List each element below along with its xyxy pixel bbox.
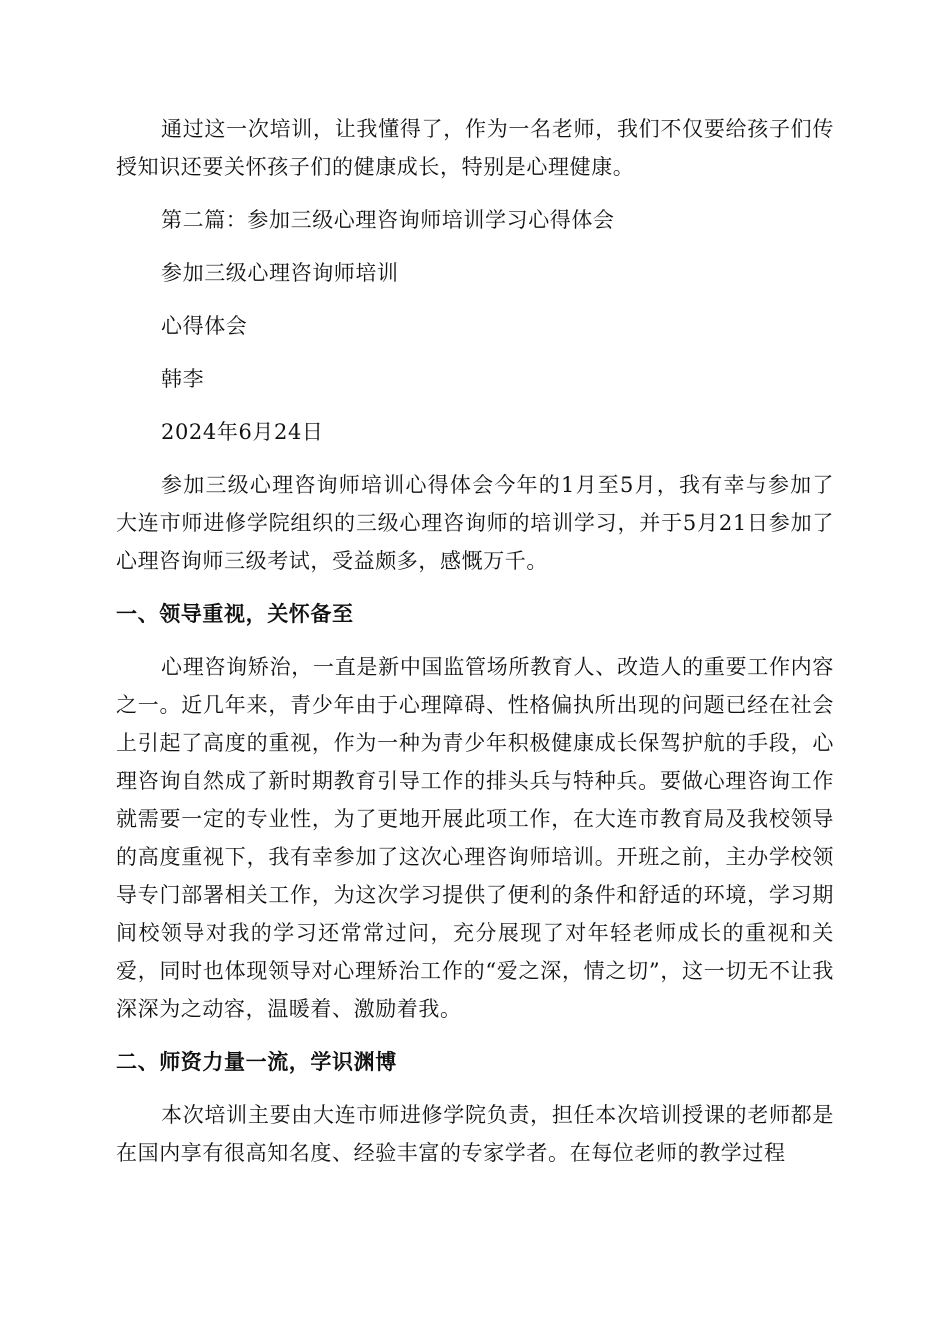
paragraph-faculty: 本次培训主要由大连市师进修学院负责，担任本次培训授课的老师都是在国内享有很高知名度、经验丰富的专家学者。在每位老师的教学过程 xyxy=(116,1103,834,1165)
section-title: 第二篇：参加三级心理咨询师培训学习心得体会 xyxy=(161,208,615,232)
paragraph-overview: 参加三级心理咨询师培训心得体会今年的1月至5月，我有幸与参加了大连市师进修学院组织的三级心理咨询师的培训学习，并于5月21日参加了心理咨询师三级考试，受益颇多，感慨万千。 xyxy=(116,473,834,573)
heading-faculty: 二、师资力量一流，学识渊博 xyxy=(116,1049,397,1074)
author-name: 韩李 xyxy=(161,367,205,391)
heading-leadership: 一、领导重视，关怀备至 xyxy=(116,601,354,626)
paragraph-intro: 通过这一次培训，让我懂得了，作为一名老师，我们不仅要给孩子们传授知识还要关怀孩子们的健康成长，特别是心理健康。 xyxy=(116,117,834,179)
paragraph-leadership: 心理咨询矫治，一直是新中国监管场所教育人、改造人的重要工作内容之一。近几年来，青少年由于心理障碍、性格偏执所出现的问题已经在社会上引起了高度的重视，作为一种为青少年积极健康成长保驾护航的手段，心理咨询自然成了新时期教育引导工作的排头兵与特种兵。要做心理咨询工作就需要一定的专业性，为了更地开展此项工作，在大连市教育局及我校领导的高度重视下，我有幸参加了这次心理咨询师培训。开班之前，主办学校领导专门部署相关工作，为这次学习提供了便利的条件和舒适的环境，学习期间校领导对我的学习还常常过问，充分展现了对年轻老师成长的重视和关爱，同时也体现领导对心理矫治工作的“爱之深，情之切”，这一切无不让我深深为之动容，温暖着、激励着我。 xyxy=(116,655,834,1021)
doc-title: 参加三级心理咨询师培训 xyxy=(161,261,399,285)
doc-subtitle: 心得体会 xyxy=(161,314,248,338)
doc-date: 2024年6月24日 xyxy=(161,420,324,444)
document-page xyxy=(116,110,834,1187)
